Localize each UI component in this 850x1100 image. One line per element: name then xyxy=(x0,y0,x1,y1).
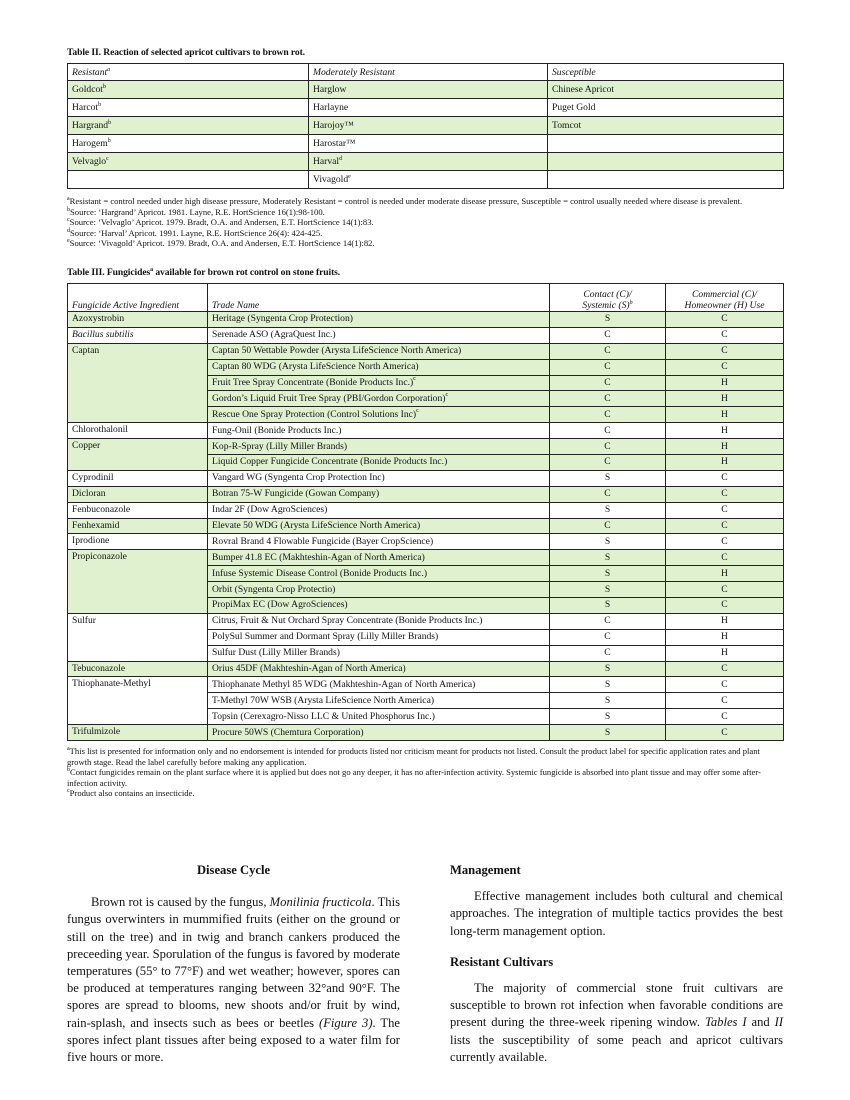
trade-name-cell: Orbit (Syngenta Crop Protectio) xyxy=(208,582,550,598)
management-text: Effective management includes both cultural and chemical approaches. The integration of multiple tactics provides the best long-term management option. xyxy=(450,889,783,938)
table-row xyxy=(68,486,784,502)
use-cell: C xyxy=(666,582,784,598)
resistant-cell: Hargrand$^b$ xyxy=(68,117,309,135)
use-cell: C xyxy=(666,502,784,518)
disease-cycle-section xyxy=(67,862,400,1066)
trade-name-cell: Rescue One Spray Protection (Control Solutions Inc)$^c$ xyxy=(208,407,550,423)
contact-systemic-cell: S xyxy=(550,311,666,327)
ingredient-cell: Captan xyxy=(68,343,208,422)
trade-name-cell: PolySul Summer and Dormant Spray (Lilly Miller Brands) xyxy=(208,629,550,645)
resistant-cultivars-heading: Resistant Cultivars xyxy=(450,954,554,969)
use-cell: H xyxy=(666,566,784,582)
ingredient-cell: Trifulmizole xyxy=(68,725,208,741)
table-row xyxy=(68,550,784,566)
ingredient-cell: Fenbuconazole xyxy=(68,502,208,518)
use-cell: C xyxy=(666,470,784,486)
susceptible-cell xyxy=(548,171,784,189)
use-cell: H xyxy=(666,645,784,661)
contact-systemic-cell: C xyxy=(550,423,666,439)
susceptible-cell: Tomcot xyxy=(548,117,784,135)
contact-systemic-cell: S xyxy=(550,550,666,566)
use-cell: C xyxy=(666,709,784,725)
table-row xyxy=(68,81,784,99)
table-row xyxy=(68,725,784,741)
table-row xyxy=(68,661,784,677)
contact-systemic-cell: C xyxy=(550,645,666,661)
table-row xyxy=(68,327,784,343)
contact-systemic-cell: C xyxy=(550,613,666,629)
management-section xyxy=(450,862,783,1066)
moderately-resistant-cell: Harojoy™ xyxy=(309,117,548,135)
ingredient-cell: Tebuconazole xyxy=(68,661,208,677)
use-cell: C xyxy=(666,343,784,359)
table-row xyxy=(68,311,784,327)
trade-name-cell: Botran 75-W Fungicide (Gowan Company) xyxy=(208,486,550,502)
trade-name-cell: Captan 50 Wettable Powder (Arysta LifeScience North America) xyxy=(208,343,550,359)
trade-name-cell: Serenade ASO (AgraQuest Inc.) xyxy=(208,327,550,343)
ingredient-cell: Iprodione xyxy=(68,534,208,550)
header-trade-name: Trade Name xyxy=(208,283,550,311)
ingredient-cell: Cyprodinil xyxy=(68,470,208,486)
use-cell: H xyxy=(666,613,784,629)
trade-name-cell: Thiophanate Methyl 85 WDG (Makhteshin-Agan of North America) xyxy=(208,677,550,693)
use-cell: H xyxy=(666,391,784,407)
table2-footnotes xyxy=(67,196,783,249)
table-row xyxy=(68,343,784,359)
use-cell: H xyxy=(666,629,784,645)
contact-systemic-cell: S xyxy=(550,470,666,486)
use-cell: C xyxy=(666,693,784,709)
use-cell: C xyxy=(666,518,784,534)
trade-name-cell: Captan 80 WDG (Arysta LifeScience North America) xyxy=(208,359,550,375)
susceptible-cell: Chinese Apricot xyxy=(548,81,784,99)
footnote: $^a$This list is presented for information only and no endorsement is intended for products listed nor criticism meant for products not listed. Consult the product label for specific application rates and plant growth stage. Read the label carefully before making any application. xyxy=(67,746,760,767)
trade-name-cell: T-Methyl 70W WSB (Arysta LifeScience North America) xyxy=(208,693,550,709)
trade-name-cell: Kop-R-Spray (Lilly Miller Brands) xyxy=(208,439,550,455)
table-header-row xyxy=(68,283,784,311)
ingredient-cell: Sulfur xyxy=(68,613,208,661)
contact-systemic-cell: S xyxy=(550,566,666,582)
contact-systemic-cell: C xyxy=(550,327,666,343)
contact-systemic-cell: S xyxy=(550,709,666,725)
management-heading: Management xyxy=(450,863,521,877)
page-content xyxy=(67,47,783,799)
table-row xyxy=(68,677,784,693)
trade-name-cell: Sulfur Dust (Lilly Miller Brands) xyxy=(208,645,550,661)
use-cell: C xyxy=(666,327,784,343)
ingredient-cell: Chlorothalonil xyxy=(68,423,208,439)
table-row xyxy=(68,99,784,117)
ingredient-cell: Thiophanate-Methyl xyxy=(68,677,208,725)
footnote: $^a$Resistant = control needed under high disease pressure, Moderately Resistant = control is needed under moderate disease pressure, Susceptible = control usually needed where disease is prevalent. xyxy=(67,196,743,206)
trade-name-cell: Procure 50WS (Chemtura Corporation) xyxy=(208,725,550,741)
use-cell: C xyxy=(666,550,784,566)
use-cell: C xyxy=(666,534,784,550)
use-cell: C xyxy=(666,486,784,502)
table-row xyxy=(68,135,784,153)
header-susceptible: Susceptible xyxy=(548,64,784,81)
contact-systemic-cell: S xyxy=(550,582,666,598)
use-cell: C xyxy=(666,725,784,741)
footnote: $^b$Contact fungicides remain on the plant surface where it is applied but does not go any deeper, it has no after-infection activity. Systemic fungicide is absorbed into plant tissue and may offer some after-infection activity. xyxy=(67,767,761,788)
trade-name-cell: Liquid Copper Fungicide Concentrate (Bonide Products Inc.) xyxy=(208,454,550,470)
use-cell: C xyxy=(666,677,784,693)
table3-footnotes xyxy=(67,746,783,799)
ingredient-cell: Azoxystrobin xyxy=(68,311,208,327)
apricot-cultivar-table xyxy=(67,63,784,189)
use-cell: C xyxy=(666,661,784,677)
header-ingredient: Fungicide Active Ingredient xyxy=(68,283,208,311)
trade-name-cell: Topsin (Cerexagro-Nisso LLC & United Phosphorus Inc.) xyxy=(208,709,550,725)
contact-systemic-cell: S xyxy=(550,725,666,741)
contact-systemic-cell: S xyxy=(550,502,666,518)
trade-name-cell: Infuse Systemic Disease Control (Bonide Products Inc.) xyxy=(208,566,550,582)
contact-systemic-cell: S xyxy=(550,661,666,677)
contact-systemic-cell: C xyxy=(550,343,666,359)
moderately-resistant-cell: Harval$^d$ xyxy=(309,153,548,171)
moderately-resistant-cell: Vivagold$^e$ xyxy=(309,171,548,189)
contact-systemic-cell: C xyxy=(550,518,666,534)
header-contact-systemic: Contact (C)/ Systemic $(S)^b$ xyxy=(550,283,666,311)
moderately-resistant-cell: Harlayne xyxy=(309,99,548,117)
contact-systemic-cell: C xyxy=(550,439,666,455)
contact-systemic-cell: S xyxy=(550,598,666,614)
use-cell: H xyxy=(666,454,784,470)
footnote: $^c$Product also contains an insecticide. xyxy=(67,788,195,799)
susceptible-cell xyxy=(548,153,784,171)
use-cell: H xyxy=(666,439,784,455)
footnote: $^b$Source: ‘Hargrand’ Apricot. 1981. Layne, R.E. HortScience 16(1):98-100. xyxy=(67,206,325,217)
use-cell: C xyxy=(666,359,784,375)
use-cell: H xyxy=(666,407,784,423)
contact-systemic-cell: S xyxy=(550,677,666,693)
footnote: $^d$Source: ‘Harval’ Apricot. 1991. Layne, R.E. HortScience 26(4): 424-425. xyxy=(67,227,323,238)
trade-name-cell: Indar 2F (Dow AgroSciences) xyxy=(208,502,550,518)
resistant-cell: Velvaglo$^c$ xyxy=(68,153,309,171)
table2-caption: Table II. Reaction of selected apricot cultivars to brown rot. xyxy=(67,47,305,58)
contact-systemic-cell: C xyxy=(550,629,666,645)
contact-systemic-cell: C xyxy=(550,454,666,470)
header-moderately-resistant: Moderately Resistant xyxy=(309,64,548,81)
table-row xyxy=(68,534,784,550)
footnote: $^e$Source: ‘Vivagold’ Apricot. 1979. Bradt, O.A. and Andersen, E.T. HortScience 14(1):82. xyxy=(67,238,375,249)
ingredient-cell: Fenhexamid xyxy=(68,518,208,534)
trade-name-cell: Heritage (Syngenta Crop Protection) xyxy=(208,311,550,327)
moderately-resistant-cell: Harostar™ xyxy=(309,135,548,153)
table-row xyxy=(68,613,784,629)
use-cell: C xyxy=(666,598,784,614)
disease-cycle-text: Brown rot is caused by the fungus, Monilinia fructicola. This fungus overwinters in mummified fruits (either on the ground or still on the tree) and in twig and branch cankers produced the preceeding year. Sporulation of the fungus is favored by moderate temperatures (55° to 77°F) and wet weather; however, spores can be produced at temperatures ranging between 32°and 90°F. The spores are spread to blooms, new shoots and/or fruit by wind, rain-splash, and insects such as bees or beetles (Figure 3). The spores infect plant tissues after being exposed to a water film for five hours or more. xyxy=(67,895,400,1065)
resistant-cell xyxy=(68,171,309,189)
trade-name-cell: Fung-Onil (Bonide Products Inc.) xyxy=(208,423,550,439)
trade-name-cell: Rovral Brand 4 Flowable Fungicide (Bayer CropScience) xyxy=(208,534,550,550)
fungicide-table xyxy=(67,283,784,741)
table-row xyxy=(68,518,784,534)
table-row xyxy=(68,153,784,171)
susceptible-cell: Puget Gold xyxy=(548,99,784,117)
table-row xyxy=(68,171,784,189)
use-cell: C xyxy=(666,311,784,327)
table-header-row xyxy=(68,64,784,81)
use-cell: H xyxy=(666,423,784,439)
table-row xyxy=(68,117,784,135)
ingredient-cell: Bacillus subtilis xyxy=(68,327,208,343)
trade-name-cell: Gordon’s Liquid Fruit Tree Spray (PBI/Gordon Corporation)$^c$ xyxy=(208,391,550,407)
trade-name-cell: Vangard WG (Syngenta Crop Protection Inc) xyxy=(208,470,550,486)
trade-name-cell: Fruit Tree Spray Concentrate (Bonide Products Inc.)$^c$ xyxy=(208,375,550,391)
header-resistant: Resistant$^a$ xyxy=(68,64,309,81)
table-row xyxy=(68,502,784,518)
resistant-cultivars-text: The majority of commercial stone fruit cultivars are susceptible to brown rot infection when favorable conditions are present during the three-week ripening window. Tables I and II lists the susceptibility of some peach and apricot cultivars currently available. xyxy=(450,981,784,1064)
susceptible-cell xyxy=(548,135,784,153)
trade-name-cell: Orius 45DF (Makhteshin-Agan of North America) xyxy=(208,661,550,677)
moderately-resistant-cell: Harglow xyxy=(309,81,548,99)
resistant-cell: Harogem$^b$ xyxy=(68,135,309,153)
trade-name-cell: PropiMax EC (Dow AgroSciences) xyxy=(208,598,550,614)
table-row xyxy=(68,470,784,486)
table3-caption: Table III. Fungicides$^a$ available for brown rot control on stone fruits. xyxy=(67,266,341,278)
use-cell: H xyxy=(666,375,784,391)
contact-systemic-cell: C xyxy=(550,407,666,423)
ingredient-cell: Copper xyxy=(68,439,208,471)
resistant-cell: Harcot$^b$ xyxy=(68,99,309,117)
header-commercial-homeowner: Commercial (C)/ Homeowner (H) Use xyxy=(666,283,784,311)
ingredient-cell: Dicloran xyxy=(68,486,208,502)
footnote: $^c$Source: ‘Velvaglo’ Apricot. 1979. Bradt, O.A. and Andersen, E.T. HortScience 14(1):83. xyxy=(67,217,374,228)
ingredient-cell: Propiconazole xyxy=(68,550,208,614)
contact-systemic-cell: S xyxy=(550,534,666,550)
trade-name-cell: Bumper 41.8 EC (Makhteshin-Agan of North America) xyxy=(208,550,550,566)
trade-name-cell: Citrus, Fruit & Nut Orchard Spray Concentrate (Bonide Products Inc.) xyxy=(208,613,550,629)
contact-systemic-cell: C xyxy=(550,486,666,502)
trade-name-cell: Elevate 50 WDG (Arysta LifeScience North America) xyxy=(208,518,550,534)
table-row xyxy=(68,423,784,439)
table-row xyxy=(68,439,784,455)
resistant-cell: Goldcot$^b$ xyxy=(68,81,309,99)
contact-systemic-cell: S xyxy=(550,693,666,709)
contact-systemic-cell: C xyxy=(550,375,666,391)
contact-systemic-cell: C xyxy=(550,391,666,407)
disease-cycle-heading: Disease Cycle xyxy=(196,863,271,877)
contact-systemic-cell: C xyxy=(550,359,666,375)
